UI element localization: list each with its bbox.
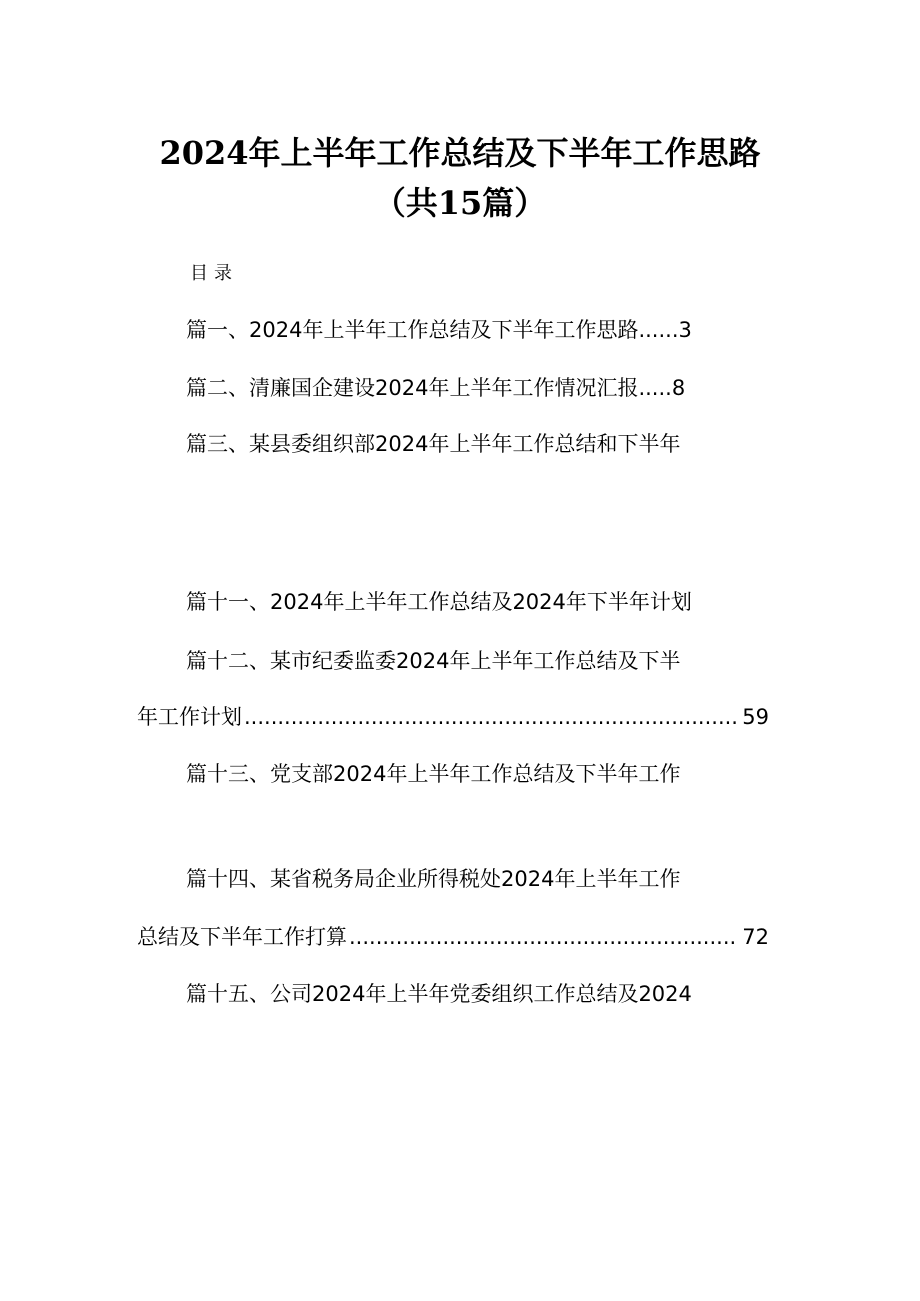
dot-leader	[349, 923, 738, 951]
toc-heading: 目录	[190, 263, 238, 284]
document-subtitle: （共15篇）	[373, 184, 547, 222]
toc-entry-text: 总结及下半年工作打算	[137, 925, 347, 949]
toc-entry-12-continuation[interactable]	[137, 703, 769, 731]
toc-entry-13[interactable]: 篇十三、党支部2024年上半年工作总结及下半年工作	[186, 762, 681, 786]
toc-entry-12[interactable]: 篇十二、某市纪委监委2024年上半年工作总结及下半	[186, 649, 681, 673]
dot-leader	[244, 703, 738, 731]
toc-entry-15[interactable]: 篇十五、公司2024年上半年党委组织工作总结及2024	[186, 982, 692, 1006]
page-number: 59	[742, 705, 769, 729]
toc-entry-3[interactable]: 篇三、某县委组织部2024年上半年工作总结和下半年	[186, 432, 681, 456]
toc-entry-2[interactable]: 篇二、清廉国企建设2024年上半年工作情况汇报.....8	[186, 376, 686, 400]
toc-entry-14[interactable]: 篇十四、某省税务局企业所得税处2024年上半年工作	[186, 867, 681, 891]
toc-entry-text: 年工作计划	[137, 705, 242, 729]
toc-entry-14-continuation[interactable]	[137, 923, 769, 951]
toc-entry-11[interactable]: 篇十一、2024年上半年工作总结及2024年下半年计划	[186, 590, 692, 614]
page-number: 72	[742, 925, 769, 949]
document-title: 2024年上半年工作总结及下半年工作思路	[159, 134, 761, 172]
toc-entry-1[interactable]: 篇一、2024年上半年工作总结及下半年工作思路......3	[186, 318, 692, 342]
